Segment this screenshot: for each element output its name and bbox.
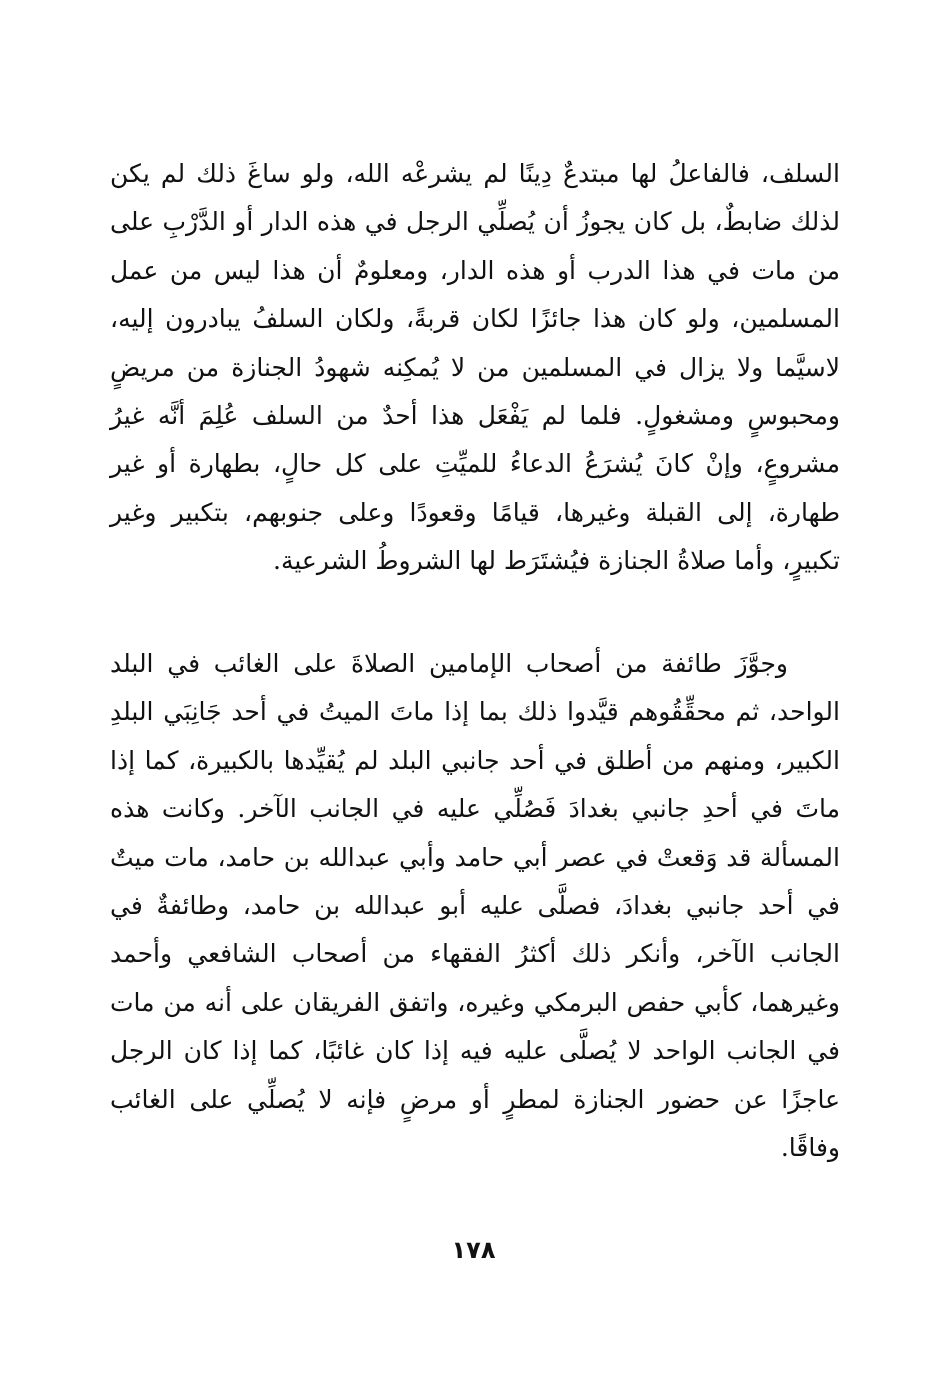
paragraph-1: السلف، فالفاعلُ لها مبتدعٌ دِينًا لم يشرعْه الله، ولو ساغَ ذلك لم يكن لذلك ضابطٌ، بل كان يجوزُ أن يُصلِّي الرجل في هذه الدار أو الدَّرْبِ على من مات في هذا الدرب أو هذه الدار، ومعلومٌ أن هذا ليس من عمل المسلمين، ولو كان هذا جائزًا لكان قربةً، ولكان السلفُ يبادرون إليه، لاسيَّما ولا يزال في المسلمين من لا يُمكِنه شهودُ الجنازة من مريضٍ ومحبوسٍ ومشغولٍ. فلما لم يَفْعَل هذا أحدٌ من السلف عُلِمَ أنَّه غيرُ مشروعٍ، وإنْ كانَ يُشرَعُ الدعاءُ للميِّتِ على كل حالٍ، بطهارة أو غير طهارة، إلى القبلة وغيرها، قيامًا وقعودًا وعلى جنوبهم، بتكبير وغير تكبيرٍ، وأما صلاةُ الجنازة فيُشتَرَط لها الشروطُ الشرعية. <box>110 159 840 576</box>
paragraph-2: وجوَّزَ طائفة من أصحاب الإمامين الصلاةَ على الغائب في البلد الواحد، ثم محقِّقُوهم قيَّدوا ذلك بما إذا ماتَ الميتُ في أحد جَانِبَي البلدِ الكبير، ومنهم من أطلق في أحد جانبي البلد لم يُقيِّدها بالكبيرة، كما إذا ماتَ في أحدِ جانبي بغدادَ فَصُلِّي عليه في الجانب الآخر. وكانت هذه المسألة قد وَقعتْ في عصر أبي حامد وأبي عبدالله بن حامد، مات ميتٌ في أحد جانبي بغدادَ، فصلَّى عليه أبو عبدالله بن حامد، وطائفةٌ في الجانب الآخر، وأنكر ذلك أكثرُ الفقهاء من أصحاب الشافعي وأحمد وغيرهما، كأبي حفص البرمكي وغيره، واتفق الفريقان على أنه من مات في الجانب الواحد لا يُصلَّى عليه فيه إذا كان غائبًا، كما إذا كان الرجل عاجزًا عن حضور الجنازة لمطرٍ أو مرضٍ فإنه لا يُصلِّي على الغائب وفاقًا. <box>110 649 840 1163</box>
page-number: ١٧٨ <box>451 1236 496 1264</box>
